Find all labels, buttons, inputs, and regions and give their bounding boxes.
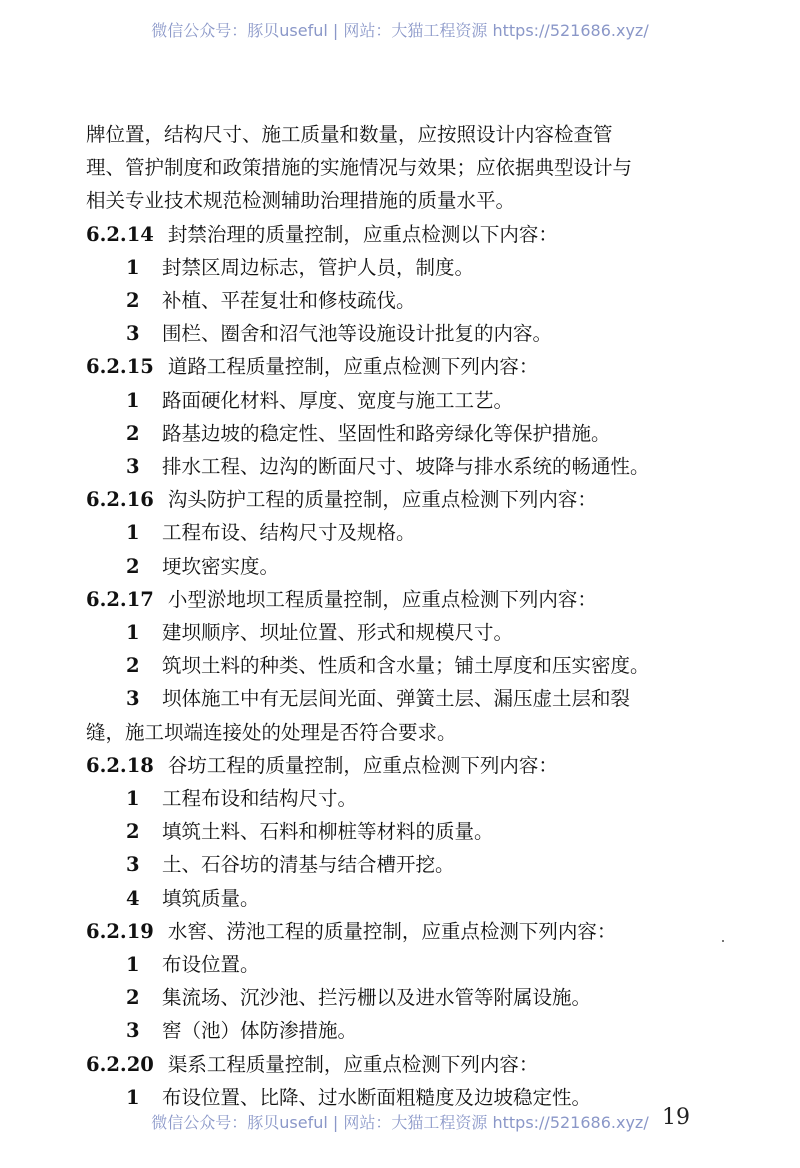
list-item (86, 450, 726, 483)
list-item (86, 682, 726, 715)
item-number: 2 (126, 820, 140, 844)
clause-heading (86, 915, 726, 948)
clause-heading (86, 483, 726, 516)
list-item (86, 384, 726, 417)
item-text: 筑坝土料的种类、性质和含水量；铺土厚度和压实密度。 (162, 654, 650, 678)
page-number: 19 (662, 1105, 690, 1130)
item-text: 布设位置、比降、过水断面粗糙度及边坡稳定性。 (162, 1085, 592, 1109)
list-item (86, 649, 726, 682)
list-item (86, 284, 726, 317)
item-text: 路面硬化材料、厚度、宽度与施工工艺。 (162, 388, 514, 412)
item-text: 路基边坡的稳定性、坚固性和路旁绿化等保护措施。 (162, 421, 611, 445)
item-text: 窖（池）体防渗措施。 (162, 1019, 358, 1043)
clause-title: 沟头防护工程的质量控制，应重点检测下列内容： (167, 488, 597, 512)
clause-number: 6.2.16 (86, 488, 154, 512)
watermark-bottom: 微信公众号：豚贝useful | 网站：大猫工程资源 https://521686.xyz/ (151, 1113, 649, 1132)
item-text: 封禁区周边标志，管护人员，制度。 (162, 255, 475, 279)
clause-number: 6.2.14 (86, 222, 154, 246)
item-number: 2 (126, 654, 140, 678)
clause-title: 水窖、涝池工程的质量控制，应重点检测下列内容： (167, 919, 617, 943)
watermark-top: 微信公众号：豚贝useful | 网站：大猫工程资源 https://521686.xyz/ (151, 21, 649, 40)
item-text: 围栏、圈舍和沼气池等设施设计批复的内容。 (162, 322, 553, 346)
clause-title: 封禁治理的质量控制，应重点检测以下内容： (167, 222, 558, 246)
intro-line: 相关专业技术规范检测辅助治理措施的质量水平。 (86, 189, 516, 213)
list-item-continuation: 缝，施工坝端连接处的处理是否符合要求。 (86, 720, 457, 744)
item-number: 2 (126, 421, 140, 445)
document-body (86, 118, 726, 1114)
list-item (86, 516, 726, 549)
item-number: 3 (126, 1019, 140, 1043)
item-number: 3 (126, 853, 140, 877)
list-item (86, 251, 726, 284)
item-number: 3 (126, 322, 140, 346)
clause-number: 6.2.19 (86, 919, 154, 943)
item-text: 工程布设、结构尺寸及规格。 (162, 521, 416, 545)
item-text: 埂坎密实度。 (162, 554, 280, 578)
item-text: 工程布设和结构尺寸。 (162, 787, 358, 811)
item-number: 1 (126, 1085, 140, 1109)
item-number: 3 (126, 687, 140, 711)
clause-title: 道路工程质量控制，应重点检测下列内容： (167, 355, 539, 379)
list-item (86, 981, 726, 1014)
clause-number: 6.2.15 (86, 355, 154, 379)
scan-speck (722, 940, 724, 942)
clause-heading (86, 583, 726, 616)
list-item (86, 417, 726, 450)
item-number: 1 (126, 621, 140, 645)
item-text: 填筑质量。 (162, 886, 260, 910)
intro-line: 牌位置，结构尺寸、施工质量和数量，应按照设计内容检查管 (86, 123, 613, 146)
list-item (86, 782, 726, 815)
item-number: 1 (126, 787, 140, 811)
item-number: 2 (126, 986, 140, 1010)
item-number: 1 (126, 388, 140, 412)
list-item (86, 848, 726, 881)
item-text: 建坝顺序、坝址位置、形式和规模尺寸。 (162, 621, 514, 645)
item-number: 2 (126, 289, 140, 313)
item-number: 3 (126, 455, 140, 479)
item-number: 4 (126, 886, 140, 910)
item-number: 1 (126, 953, 140, 977)
item-number: 1 (126, 521, 140, 545)
list-item (86, 550, 726, 583)
clause-heading (86, 350, 726, 383)
item-text: 土、石谷坊的清基与结合槽开挖。 (162, 853, 455, 877)
list-item (86, 1014, 726, 1047)
clause-heading (86, 1048, 726, 1081)
clause-number: 6.2.18 (86, 753, 154, 777)
clause-heading (86, 218, 726, 251)
list-item (86, 815, 726, 848)
list-item (86, 948, 726, 981)
clause-title: 谷坊工程的质量控制，应重点检测下列内容： (167, 753, 558, 777)
clause-number: 6.2.20 (86, 1052, 154, 1076)
item-text: 布设位置。 (162, 953, 260, 977)
item-text: 排水工程、边沟的断面尺寸、坡降与排水系统的畅通性。 (162, 455, 650, 479)
clause-number: 6.2.17 (86, 587, 154, 611)
item-text: 填筑土料、石料和柳桩等材料的质量。 (162, 820, 494, 844)
list-item (86, 317, 726, 350)
item-text: 补植、平茬复壮和修枝疏伐。 (162, 289, 416, 313)
item-text: 坝体施工中有无层间光面、弹簧土层、漏压虚土层和裂 (162, 687, 631, 711)
item-text: 集流场、沉沙池、拦污栅以及进水管等附属设施。 (162, 986, 592, 1010)
list-item (86, 882, 726, 915)
list-item (86, 616, 726, 649)
item-number: 1 (126, 255, 140, 279)
intro-line: 理、管护制度和政策措施的实施情况与效果；应依据典型设计与 (86, 156, 633, 180)
clause-heading (86, 749, 726, 782)
item-number: 2 (126, 554, 140, 578)
clause-title: 小型淤地坝工程质量控制，应重点检测下列内容： (167, 587, 597, 611)
clause-title: 渠系工程质量控制，应重点检测下列内容： (167, 1052, 539, 1076)
